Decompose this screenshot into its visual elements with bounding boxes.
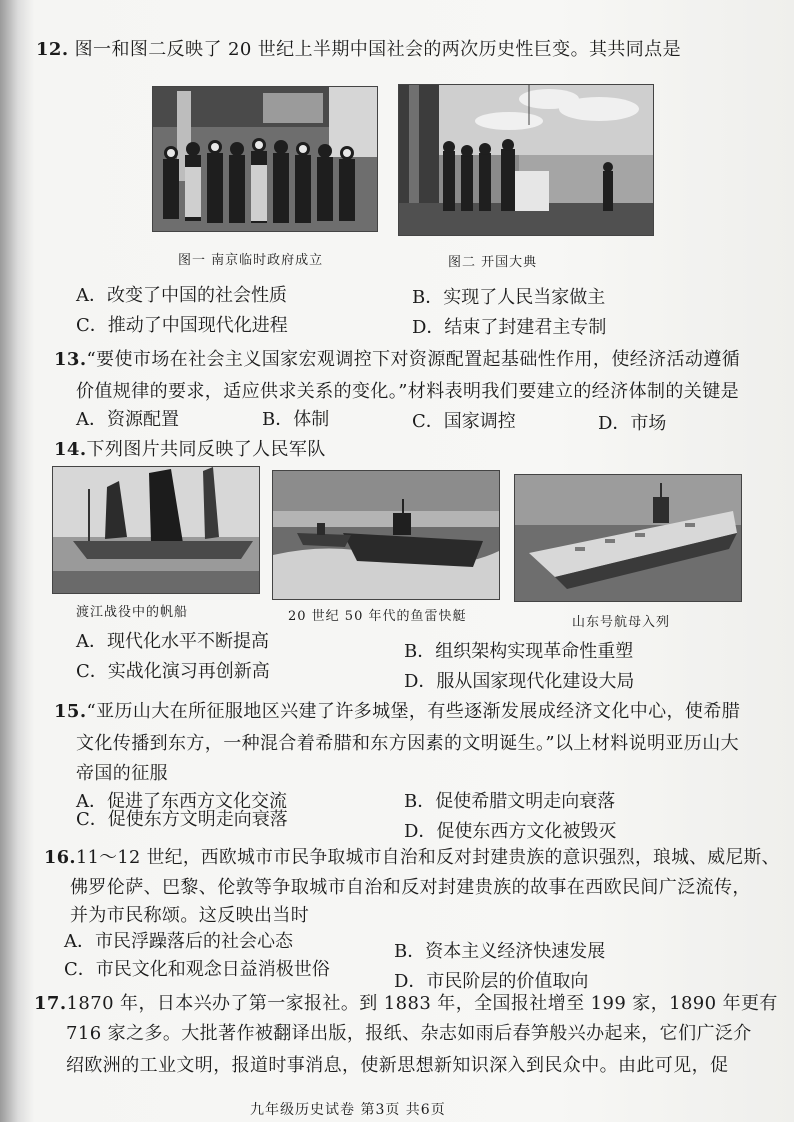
figure-sailboats-photo	[52, 466, 260, 594]
q12-number: 12.	[36, 39, 69, 60]
q14-option-b: B．组织架构实现革命性重塑	[404, 641, 634, 662]
q13-line-1-text: “要使市场在社会主义国家宏观调控下对资源配置起基础性作用，使经济活动遵循	[86, 349, 741, 370]
q17-number: 17.	[34, 993, 67, 1014]
figure-founding-ceremony-photo	[398, 84, 654, 236]
q14-stem	[54, 438, 326, 462]
q16-line-1-text: 11～12 世纪，西欧城市市民争取城市自治和反对封建贵族的意识强烈，琅城、威尼斯、	[75, 847, 780, 868]
q16-line-1	[44, 846, 780, 870]
q16-line-2: 佛罗伦萨、巴黎、伦敦等争取城市自治和反对封建贵族的故事在西欧民间广泛流传，	[70, 877, 751, 898]
q17-line-2: 716 家之多。大批著作被翻译出版，报纸、杂志如雨后春笋般兴办起来，它们广泛介	[66, 1023, 752, 1044]
q15-line-1-text: “亚历山大在所征服地区兴建了许多城堡，有些逐渐发展成经济文化中心，使希腊	[86, 701, 741, 722]
q14-stem-text: 下列图片共同反映了人民军队	[86, 439, 326, 460]
q14-option-c: C．实战化演习再创新高	[76, 661, 270, 682]
q14-caption-1: 渡江战役中的帆船	[76, 605, 189, 620]
q15-line-2: 文化传播到东方，一种混合着希腊和东方因素的文明诞生。”以上材料说明亚历山大	[76, 733, 739, 754]
q13-option-a: A．资源配置	[76, 409, 179, 430]
fig2-caption: 图二 开国大典	[448, 255, 538, 270]
q15-option-c: C．促使东方文明走向衰落	[76, 809, 288, 830]
q12-option-a: A．改变了中国的社会性质	[76, 285, 287, 306]
q12-stem-text: 图一和图二反映了 20 世纪上半期中国社会的两次历史性巨变。其共同点是	[74, 39, 681, 60]
q16-number: 16.	[44, 847, 76, 868]
q12-option-b: B．实现了人民当家做主	[412, 287, 606, 308]
q13-option-c: C．国家调控	[412, 411, 516, 432]
q16-option-b: B．资本主义经济快速发展	[394, 941, 606, 962]
q16-option-a: A．市民浮躁落后的社会心态	[64, 931, 293, 952]
q14-number: 14.	[54, 439, 87, 460]
q12-option-d: D．结束了封建君主专制	[412, 317, 607, 338]
q12-stem	[36, 38, 681, 62]
q13-line-1	[54, 348, 740, 372]
q13-option-d: D．市场	[598, 413, 667, 434]
q13-option-b: B．体制	[262, 409, 330, 430]
q14-option-d: D．服从国家现代化建设大局	[404, 671, 635, 692]
figure-nanjing-provisional-government-photo	[152, 86, 378, 232]
q16-option-d: D．市民阶层的价值取向	[394, 971, 589, 992]
q16-option-c: C．市民文化和观念日益消极世俗	[64, 959, 330, 980]
q14-caption-2: 20 世纪 50 年代的鱼雷快艇	[288, 609, 467, 624]
q15-line-3: 帝国的征服	[76, 763, 168, 784]
q15-line-1	[54, 700, 740, 724]
q15-option-b: B．促使希腊文明走向衰落	[404, 791, 616, 812]
q13-line-2: 价值规律的要求，适应供求关系的变化。”材料表明我们要建立的经济体制的关键是	[76, 381, 739, 402]
q12-option-c: C．推动了中国现代化进程	[76, 315, 288, 336]
q15-option-d: D．促使东西方文化被毁灭	[404, 821, 617, 842]
q13-number: 13.	[54, 349, 87, 370]
q15-number: 15.	[54, 701, 87, 722]
figure-torpedo-boats-photo	[272, 470, 500, 600]
q14-option-a: A．现代化水平不断提高	[76, 631, 269, 652]
q17-line-3: 绍欧洲的工业文明，报道时事消息，使新思想新知识深入到民众中。由此可见，促	[66, 1055, 729, 1076]
q14-caption-3: 山东号航母入列	[572, 615, 671, 630]
page-footer: 九年级历史试卷 第3页 共6页	[250, 1102, 446, 1118]
figure-aircraft-carrier-photo	[514, 474, 742, 602]
fig1-caption: 图一 南京临时政府成立	[178, 253, 324, 268]
q15-option-a: A．促进了东西方文化交流	[76, 791, 287, 812]
q16-line-3: 并为市民称颂。这反映出当时	[70, 905, 310, 926]
q17-line-1-text: 1870 年，日本兴办了第一家报社。到 1883 年，全国报社增至 199 家，1890 年更有	[66, 993, 778, 1014]
q17-line-1	[34, 992, 778, 1016]
